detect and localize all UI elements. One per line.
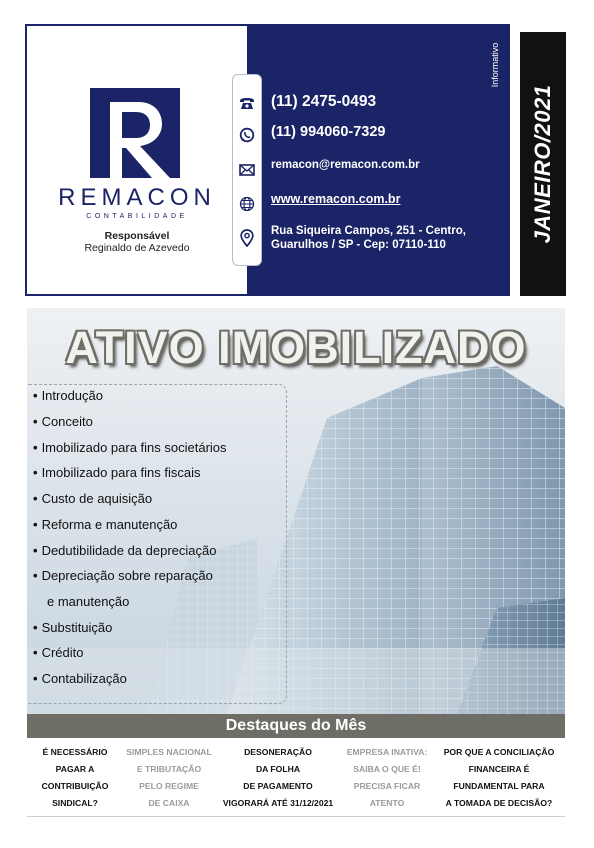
topic-item: [33, 491, 152, 506]
topic-label: Substituição: [41, 620, 113, 635]
whatsapp-number[interactable]: (11) 994060-7329: [271, 124, 386, 140]
address-line-2: Guarulhos / SP - Cep: 07110-110: [271, 239, 446, 251]
bullet: •: [33, 517, 38, 532]
topic-label: Reforma e manutenção: [41, 517, 178, 532]
topic-item: [33, 645, 83, 660]
topic-label: Depreciação sobre reparação: [41, 568, 213, 583]
topic-item: [33, 440, 227, 455]
address-line-1: Rua Siqueira Campos, 251 - Centro,: [271, 225, 466, 237]
remacon-logo-icon: [90, 88, 180, 178]
highlights-row: [27, 738, 565, 817]
highlight-item[interactable]: [433, 744, 565, 812]
edition-band: [520, 32, 566, 296]
topic-label: Conceito: [41, 414, 93, 429]
bullet: •: [33, 388, 38, 403]
bullet: •: [33, 491, 38, 506]
topic-item-continuation: [47, 594, 129, 609]
logo-panel: [27, 26, 247, 294]
responsible-label: Responsável: [104, 230, 170, 242]
hero-cover: [27, 308, 565, 714]
contact-icon-strip: [232, 74, 262, 266]
highlight-line: PAGAR A: [55, 764, 95, 774]
topic-label: Contabilização: [41, 671, 127, 686]
edition-date: JANEIRO/2021: [530, 84, 555, 244]
topic-label: Crédito: [41, 645, 84, 660]
website-link[interactable]: www.remacon.com.br: [271, 192, 401, 206]
highlight-line: DESONERAÇÃO: [244, 747, 312, 757]
highlight-line: POR QUE A CONCILIAÇÃO: [443, 747, 555, 757]
highlights-title: Destaques do Mês: [225, 717, 367, 734]
highlight-line: EMPRESA INATIVA:: [346, 747, 428, 757]
highlight-line: SAIBA O QUE É!: [353, 764, 421, 774]
phone-icon: [238, 95, 256, 113]
topic-item: [33, 517, 177, 532]
email-link[interactable]: remacon@remacon.com.br: [271, 159, 420, 171]
highlight-line: FINANCEIRA É: [468, 764, 530, 774]
highlight-line: ATENTO: [369, 798, 405, 808]
highlight-item[interactable]: [123, 744, 215, 812]
phone-number[interactable]: (11) 2475-0493: [271, 93, 377, 110]
topic-label: Introdução: [41, 388, 103, 403]
envelope-icon: [238, 161, 256, 179]
highlights-title-bar: [27, 714, 565, 738]
brand-name: REMACON: [58, 184, 216, 211]
informativo-label: Informativo: [490, 42, 500, 88]
topic-label: Custo de aquisição: [41, 491, 153, 506]
bullet: •: [33, 671, 38, 686]
topic-item: [33, 620, 112, 635]
whatsapp-icon: [238, 126, 256, 144]
bullet: •: [33, 440, 38, 455]
bullet: •: [33, 414, 38, 429]
highlight-line: DE CAIXA: [148, 798, 190, 808]
topic-item: [33, 388, 103, 403]
topic-label: Imobilizado para fins societários: [41, 440, 227, 455]
topic-item: [33, 543, 216, 558]
highlight-line: É NECESSÁRIO: [42, 747, 108, 757]
topic-item: [33, 568, 213, 583]
topic-item: [33, 671, 127, 686]
topic-item: [33, 414, 93, 429]
header-card: [25, 24, 510, 296]
highlight-line: DE PAGAMENTO: [243, 781, 313, 791]
highlight-line: SINDICAL?: [52, 798, 98, 808]
bullet: •: [33, 620, 38, 635]
location-pin-icon: [238, 229, 256, 247]
highlight-item[interactable]: [215, 744, 341, 812]
highlight-line: A TOMADA DE DECISÃO?: [445, 798, 553, 808]
bullet: •: [33, 465, 38, 480]
bullet: •: [33, 568, 38, 583]
highlight-line: SIMPLES NACIONAL: [126, 747, 212, 757]
highlight-line: PRECISA FICAR: [353, 781, 421, 791]
highlight-item[interactable]: [27, 744, 123, 812]
highlight-line: PELO REGIME: [139, 781, 199, 791]
highlight-line: E TRIBUTAÇÃO: [136, 764, 202, 774]
brand-subtitle: CONTABILIDADE: [86, 213, 188, 220]
highlight-item[interactable]: [341, 744, 433, 812]
topic-label: e manutenção: [47, 594, 130, 609]
informativo-tag: [487, 30, 503, 100]
topic-label: Imobilizado para fins fiscais: [41, 465, 201, 480]
bullet: •: [33, 543, 38, 558]
cover-title: ATIVO IMOBILIZADO: [65, 322, 527, 373]
highlight-line: FUNDAMENTAL PARA: [453, 781, 545, 791]
responsible-name: Reginaldo de Azevedo: [84, 242, 190, 254]
bullet: •: [33, 645, 38, 660]
highlight-line: DA FOLHA: [255, 764, 301, 774]
topic-label: Dedutibilidade da depreciação: [41, 543, 217, 558]
address: [271, 224, 466, 252]
topic-item: [33, 465, 201, 480]
highlight-line: CONTRIBUIÇÃO: [41, 781, 109, 791]
globe-icon: [238, 195, 256, 213]
highlight-line: VIGORARÁ ATÉ 31/12/2021: [222, 798, 334, 808]
